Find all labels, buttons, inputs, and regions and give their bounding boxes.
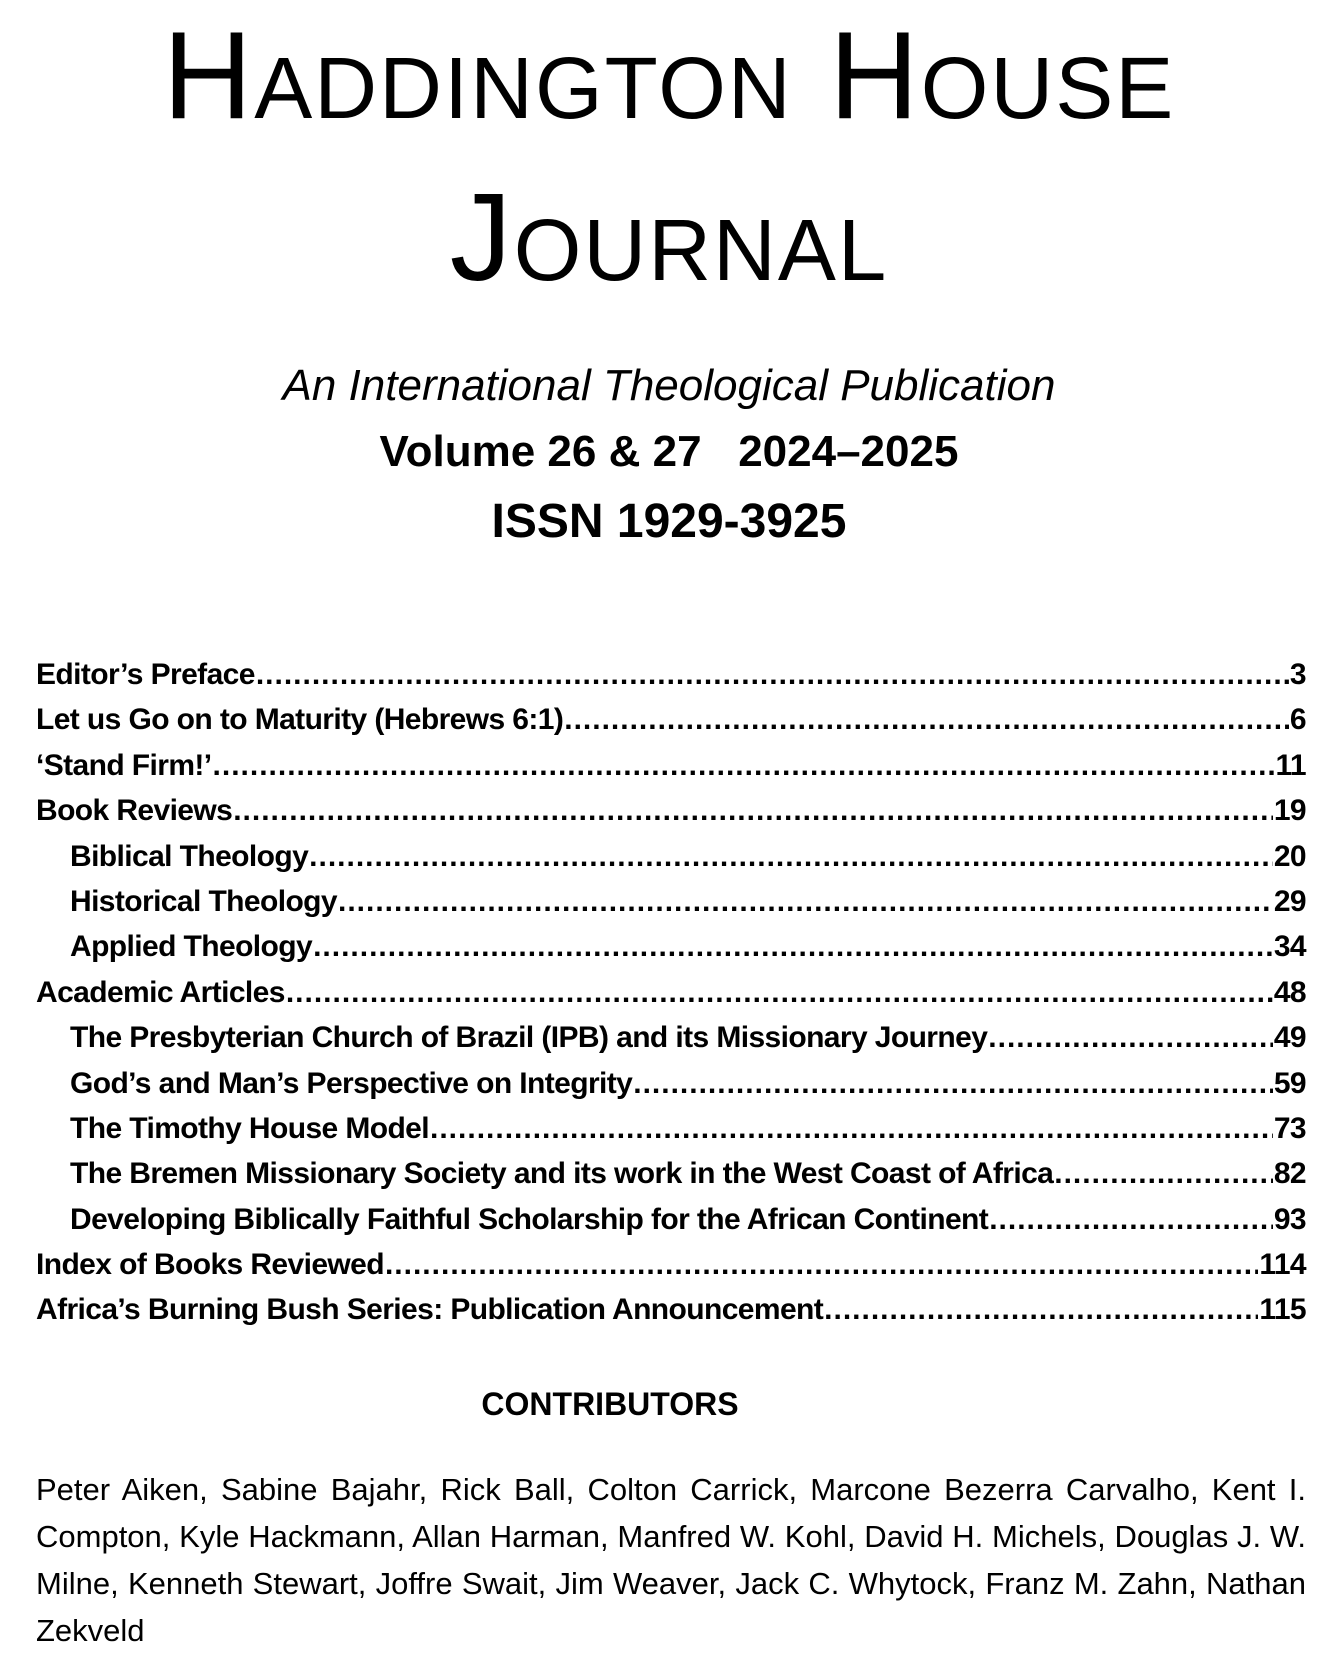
toc-leader-dots: [989, 1197, 1273, 1242]
toc-leader-dots: [564, 697, 1289, 742]
toc-entry-index-of-books: [36, 1242, 1306, 1287]
toc-entry-page: 93: [1273, 1202, 1306, 1236]
toc-entry-page: 82: [1273, 1157, 1306, 1191]
toc-leader-dots: [385, 1242, 1258, 1287]
toc-entry-page: 114: [1259, 1248, 1306, 1282]
toc-leader-dots: [430, 1106, 1273, 1151]
table-of-contents: [36, 652, 1306, 1333]
volume-line: Volume 26 & 27 2024–2025: [379, 427, 959, 476]
toc-leader-dots: [213, 743, 1275, 788]
toc-leader-dots: [824, 1287, 1258, 1332]
toc-entry-maturity: [36, 697, 1306, 742]
toc-entry-title: The Timothy House Model: [70, 1111, 430, 1145]
toc-leader-dots: [988, 1015, 1273, 1060]
toc-entry-title: Biblical Theology: [70, 839, 309, 873]
toc-entry-academic-articles: [36, 970, 1306, 1015]
toc-entry-title: Book Reviews: [36, 794, 233, 828]
toc-entry-book-reviews: [36, 788, 1306, 833]
journal-subtitle: An International Theological Publication: [282, 361, 1056, 410]
toc-entry-page: 6: [1289, 703, 1306, 737]
toc-entry-editors-preface: [36, 652, 1306, 697]
toc-leader-dots: [338, 879, 1273, 924]
toc-entry-title: Academic Articles: [36, 975, 285, 1009]
toc-entry-presbyterian-church-brazil: [36, 1015, 1306, 1060]
toc-leader-dots: [233, 788, 1273, 833]
toc-leader-dots: [256, 652, 1289, 697]
toc-leader-dots: [633, 1061, 1273, 1106]
toc-leader-dots: [309, 834, 1273, 879]
toc-entry-page: 34: [1273, 930, 1306, 964]
toc-entry-page: 73: [1273, 1111, 1306, 1145]
toc-leader-dots: [313, 924, 1273, 969]
toc-entry-title: Historical Theology: [70, 884, 337, 918]
contributors-heading: CONTRIBUTORS: [481, 1386, 739, 1422]
toc-entry-page: 59: [1273, 1066, 1306, 1100]
contributors-list: Peter Aiken, Sabine Bajahr, Rick Ball, Colton Carrick, Marcone Bezerra Carvalho, Kent I. Compton, Kyle Hackmann, Allan Harman, Manfred W. Kohl, David H. Michels, Douglas J. W. Milne, Kenneth Stewart, Joffre Swait, Jim Weaver, Jack C. Whytock, Franz M. Zahn, Nathan Zekveld: [36, 1472, 1306, 1648]
toc-entry-title: Let us Go on to Maturity (Hebrews 6:1): [36, 703, 564, 737]
toc-entry-burning-bush-series: [36, 1287, 1306, 1332]
toc-entry-title: Editor’s Preface: [36, 658, 255, 691]
toc-entry-title: Africa’s Burning Bush Series: Publication Announcement: [36, 1293, 824, 1327]
toc-entry-page: 49: [1273, 1021, 1306, 1055]
toc-entry-title: Index of Books Reviewed: [36, 1248, 384, 1282]
toc-entry-timothy-house-model: [36, 1106, 1306, 1151]
toc-entry-page: 19: [1273, 794, 1306, 828]
toc-entry-biblically-faithful-scholarship: [36, 1197, 1306, 1242]
toc-entry-integrity: [36, 1061, 1306, 1106]
toc-entry-page: 29: [1273, 884, 1306, 918]
issn-line: ISSN 1929-3925: [491, 495, 847, 548]
toc-entry-stand-firm: [36, 743, 1306, 788]
toc-entry-title: Developing Biblically Faithful Scholarship for the African Continent: [70, 1202, 989, 1236]
toc-entry-title: ‘Stand Firm!’: [36, 748, 212, 782]
toc-entry-page: 11: [1275, 748, 1306, 782]
toc-entry-page: 20: [1273, 839, 1306, 873]
toc-entry-historical-theology: [36, 879, 1306, 924]
toc-leader-dots: [286, 970, 1273, 1015]
toc-entry-title: The Bremen Missionary Society and its work in the West Coast of Africa: [70, 1157, 1054, 1191]
toc-entry-page: 115: [1259, 1293, 1306, 1327]
toc-entry-page: 3: [1289, 658, 1306, 691]
toc-entry-title: Applied Theology: [70, 930, 313, 964]
journal-title-line-1: Haddington House: [162, 7, 1176, 145]
toc-entry-biblical-theology: [36, 834, 1306, 879]
toc-entry-bremen-missionary-society: [36, 1151, 1306, 1196]
toc-entry-title: God’s and Man’s Perspective on Integrity: [70, 1066, 633, 1100]
toc-leader-dots: [1054, 1151, 1273, 1196]
toc-entry-applied-theology: [36, 924, 1306, 969]
toc-entry-title: The Presbyterian Church of Brazil (IPB) and its Missionary Journey: [70, 1021, 988, 1055]
toc-entry-page: 48: [1273, 975, 1306, 1009]
journal-title-line-2: Journal: [449, 169, 889, 307]
